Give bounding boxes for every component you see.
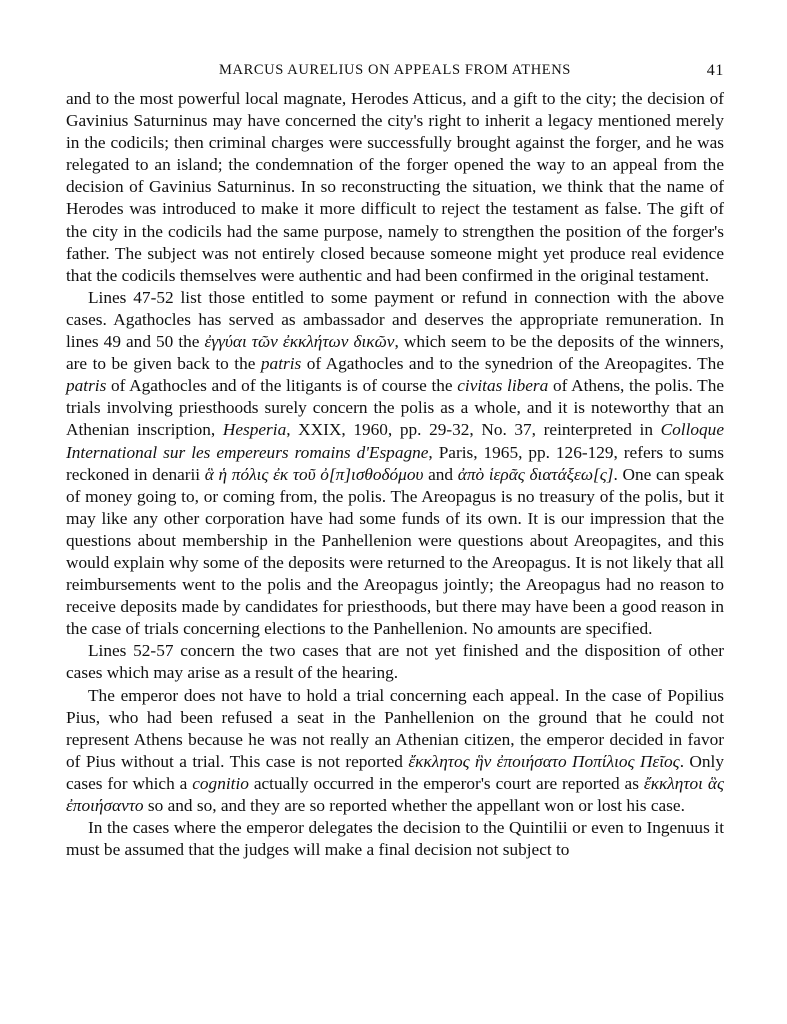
- text-run: of Agathocles and to the synedrion of the Areopagites. The: [301, 354, 724, 374]
- text-run: , Paris, 1965, pp. 126-129, refers to sums reckoned in denarii: [66, 442, 724, 484]
- text-run: , XXIX, 1960, pp. 29-32, No. 37, reinterpreted in: [286, 420, 661, 440]
- greek-phrase: ἀπὸ ἱερᾶς διατάξεω[ς]: [457, 464, 614, 484]
- text-run: , which seem to be the deposits of the winners, are to be given back to the: [66, 332, 725, 374]
- text-run: Lines 52-57 concern the two cases that are not yet finished and the disposition of other cases which may arise as a result of the hearing.: [66, 641, 724, 683]
- italic-term: civitas libera: [457, 376, 549, 396]
- text-run: actually occurred in the emperor's court are reported as: [248, 773, 644, 793]
- paragraph-3: [66, 640, 724, 684]
- page-number: 41: [706, 62, 724, 79]
- text-run: of Agathocles and of the litigants is of course the: [106, 376, 458, 396]
- text-run: . Only cases for which a: [66, 751, 724, 793]
- running-head: MARCUS AURELIUS ON APPEALS FROM ATHENS: [219, 62, 571, 78]
- page: [66, 56, 724, 861]
- paragraph-1: [66, 88, 724, 287]
- italic-term: cognitio: [192, 773, 249, 793]
- text-run: and to the most powerful local magnate, Herodes Atticus, and a gift to the city; the decision of Gavinius Saturninus may have concerned the city's right to inherit a legacy mentioned merely in the codicils; then criminal charges were successfully brought against the forger, and he was relegated to an island; the condemnation of the forger opened the way to an appeal from the decision of Gavinius Saturninus. In so reconstructing the situation, we think that the name of Herodes was introduced to make it more difficult to reject the testament as false. The gift of the city in the codicils had the same purpose, namely to strengthen the position of the forger's father. The subject was not entirely closed because someone might yet produce real evidence that the codicils themselves were authentic and had been confirmed in the original testament.: [66, 89, 724, 285]
- text-run: The emperor does not have to hold a trial concerning each appeal. In the case of Popilius Pius, who had been refused a seat in the Panhellenion on the ground that he could not represent Athens because he was not really an Athenian citizen, the emperor decided in favor of Pius without a trial. This case is not reported: [66, 685, 724, 771]
- italic-term: patris: [66, 376, 107, 396]
- book-title: Colloque International sur les empereurs romains d'Espagne: [66, 420, 724, 462]
- greek-phrase: ἃ ἡ πόλις ἐκ τοῦ ὀ[π]ισθοδόμου: [204, 464, 424, 484]
- greek-phrase: ἔκκλητος ἣν ἐποιήσατο Ποπίλιος Πεῖος: [408, 751, 680, 771]
- text-run: of Athens, the polis. The trials involving priesthoods surely concern the polis as a whole, and it is noteworthy that an Athenian inscription,: [66, 376, 725, 440]
- greek-phrase: ἐγγύαι τῶν ἐκκλήτων δικῶν: [204, 332, 395, 352]
- page-header: [66, 56, 724, 88]
- text-run: and: [423, 464, 458, 484]
- greek-phrase: ἔκκλητοι ἃς ἐποιήσαντο: [66, 773, 724, 815]
- body-text: [66, 88, 724, 861]
- paragraph-5: [66, 817, 724, 861]
- paragraph-2: [66, 287, 724, 641]
- text-run: Lines 47-52 list those entitled to some payment or refund in connection with the above cases. Agathocles has served as ambassador and deserves the appropriate remuneration. In lines 49 and 50 the: [66, 287, 724, 352]
- text-run: so and so, and they are so reported whether the appellant won or lost his case.: [143, 796, 685, 815]
- journal-title: Hesperia: [222, 420, 287, 440]
- text-run: . One can speak of money going to, or coming from, the polis. The Areopagus is no treasury of the polis, but it may like any other corporation have had some funds of its own. It is our impression that the questions about membership in the Panhellenion were questions about Areopagites, and this would explain why some of the deposits were returned to the Areopagus. It is not likely that all reimbursements went to the polis and the Areopagus jointly; the Areopagus had no reason to receive deposits made by candidates for priesthoods, but there may have been a good reason in the case of trials concerning elections to the Panhellenion. No amounts are specified.: [66, 464, 725, 639]
- italic-term: patris: [260, 354, 302, 374]
- paragraph-4: [66, 685, 724, 818]
- text-run: In the cases where the emperor delegates the decision to the Quintilii or even to Ingenuus it must be assumed that the judges will make a final decision not subject to: [66, 818, 724, 860]
